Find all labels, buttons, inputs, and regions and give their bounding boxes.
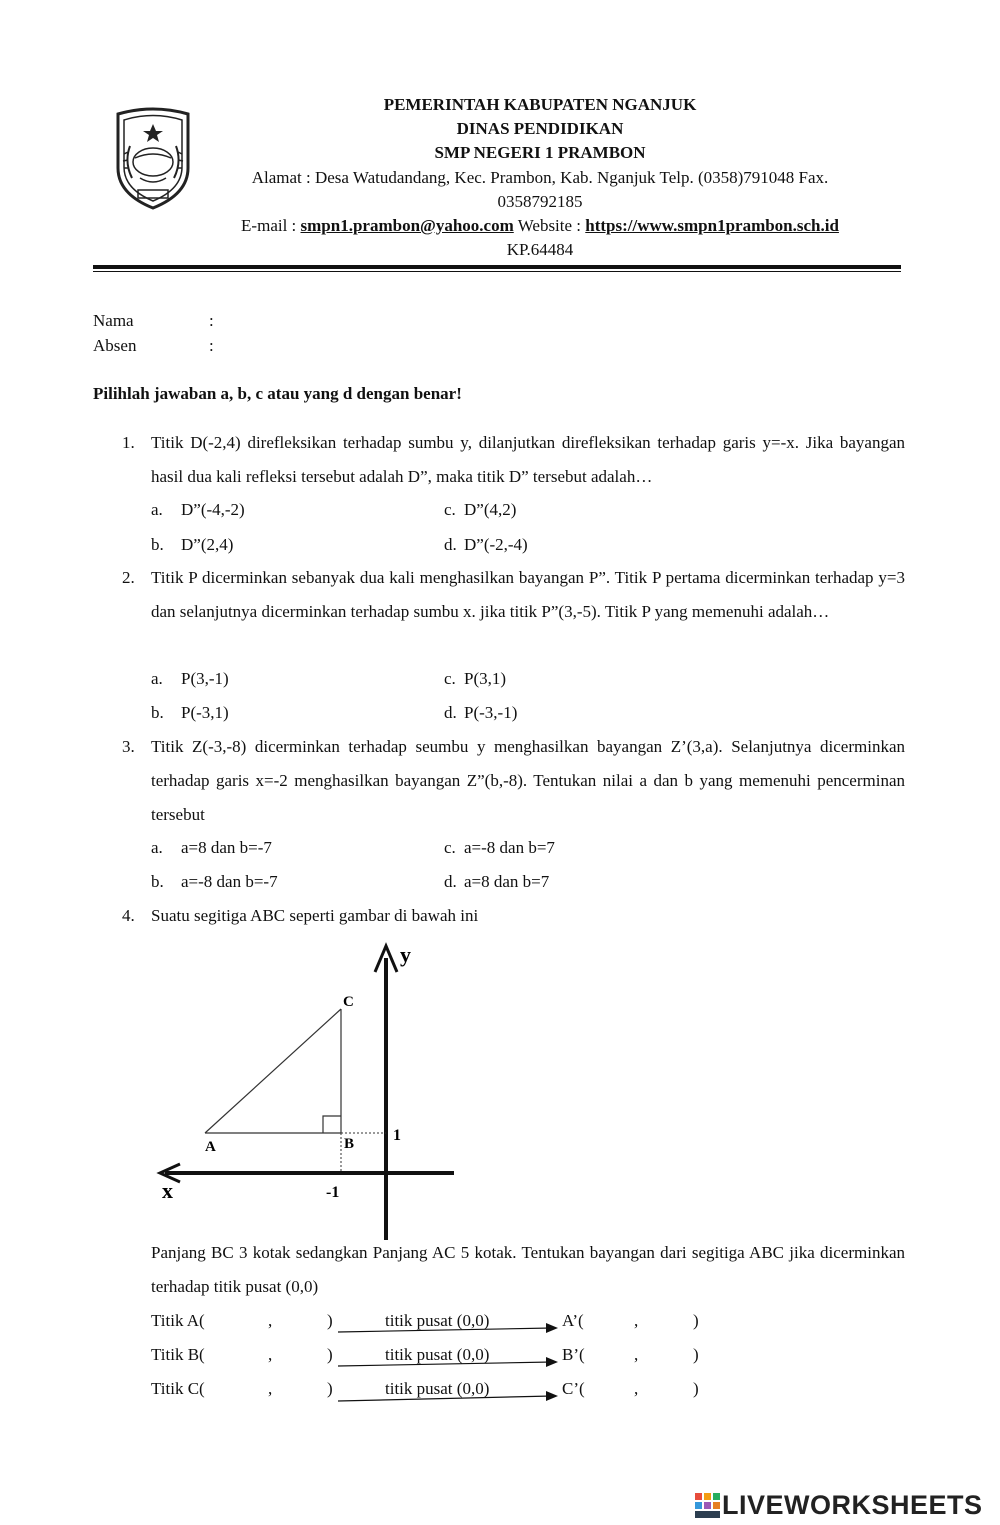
image-comma: , bbox=[634, 1311, 639, 1330]
header-address: Alamat : Desa Watudandang, Kec. Prambon, Kab. Nganjuk Telp. (0358)791048 Fax. bbox=[251, 168, 829, 187]
coordinate-close: ) bbox=[327, 1345, 333, 1364]
image-label: C’( bbox=[562, 1379, 585, 1398]
watermark-text: LIVEWORKSHEETS bbox=[722, 1490, 983, 1520]
question-number: 2. bbox=[122, 568, 135, 587]
website-link[interactable]: https://www.smpn1prambon.sch.id bbox=[585, 216, 839, 235]
name-colon: : bbox=[209, 311, 214, 330]
transformation-label: titik pusat (0,0) bbox=[385, 1311, 490, 1330]
question-text: Suatu segitiga ABC seperti gambar di bawah ini bbox=[151, 906, 479, 925]
label-y: y bbox=[400, 942, 411, 967]
arrow-icon bbox=[338, 1323, 558, 1333]
option-text: D”(-4,-2) bbox=[181, 500, 245, 519]
option-text: P(3,-1) bbox=[181, 669, 229, 688]
option-key: a. bbox=[151, 838, 163, 857]
website-label: Website : bbox=[513, 216, 586, 235]
coordinate-comma: , bbox=[268, 1379, 273, 1398]
coordinate-close: ) bbox=[327, 1311, 333, 1330]
question-number: 4. bbox=[122, 906, 135, 925]
question-number: 3. bbox=[122, 737, 135, 756]
option-text: D”(2,4) bbox=[181, 535, 234, 554]
image-comma: , bbox=[634, 1345, 639, 1364]
point-label: Titik C( bbox=[151, 1379, 205, 1398]
instruction: Pilihlah jawaban a, b, c atau yang d dengan benar! bbox=[93, 384, 462, 403]
tick-label-neg1: -1 bbox=[326, 1184, 340, 1201]
option-key: b. bbox=[151, 703, 164, 722]
question-text: Titik Z(-3,-8) dicerminkan terhadap seumbu y menghasilkan bayangan Z’(3,a). Selanjutnya dicerminkan terhadap garis x=-2 menghasilkan bayangan Z”(b,-8). Tentukan nilai a dan b yang memenuhi pencerminan tersebut bbox=[151, 737, 905, 824]
coordinate-comma: , bbox=[268, 1345, 273, 1364]
transformation-label: titik pusat (0,0) bbox=[385, 1345, 490, 1364]
image-close: ) bbox=[693, 1311, 699, 1330]
option-text: P(3,1) bbox=[464, 669, 507, 688]
point-label: Titik A( bbox=[151, 1311, 205, 1330]
option-text: P(-3,1) bbox=[181, 703, 229, 722]
option-key: c. bbox=[444, 838, 456, 857]
option-text: a=-8 dan b=7 bbox=[464, 838, 555, 857]
option-key: b. bbox=[151, 872, 164, 891]
question-text: Titik D(-2,4) direfleksikan terhadap sumbu y, dilanjutkan direfleksikan terhadap garis y=-x. Jika bayangan hasil dua kali refleksi tersebut adalah D”, maka titik D” tersebut adalah… bbox=[151, 433, 905, 486]
attendance-label: Absen bbox=[93, 336, 137, 355]
arrow-icon bbox=[338, 1357, 558, 1367]
attendance-colon: : bbox=[209, 336, 214, 355]
email-label: E-mail : bbox=[241, 216, 301, 235]
option-key: d. bbox=[444, 703, 457, 722]
image-close: ) bbox=[693, 1379, 699, 1398]
question-number: 1. bbox=[122, 433, 135, 452]
option-text: a=8 dan b=7 bbox=[464, 872, 550, 891]
image-close: ) bbox=[693, 1345, 699, 1364]
header-fax: 0358792185 bbox=[497, 192, 583, 211]
tick-label-1: 1 bbox=[393, 1127, 401, 1144]
option-key: b. bbox=[151, 535, 164, 554]
option-key: a. bbox=[151, 669, 163, 688]
header-department: DINAS PENDIDIKAN bbox=[456, 119, 624, 138]
header-school-name: SMP NEGERI 1 PRAMBON bbox=[434, 143, 646, 162]
question-text: Titik P dicerminkan sebanyak dua kali menghasilkan bayangan P”. Titik P pertama dicerminkan terhadap y=3 dan selanjutnya dicerminkan terhadap sumbu x. jika titik P”(3,-5). Titik P yang memenuhi adalah… bbox=[151, 568, 905, 621]
email-link[interactable]: smpn1.prambon@yahoo.com bbox=[300, 216, 514, 235]
option-key: d. bbox=[444, 872, 457, 891]
option-key: d. bbox=[444, 535, 457, 554]
label-a: A bbox=[205, 1139, 216, 1155]
point-label: Titik B( bbox=[151, 1345, 205, 1364]
option-key: a. bbox=[151, 500, 163, 519]
label-c: C bbox=[343, 994, 354, 1010]
option-key: c. bbox=[444, 500, 456, 519]
image-comma: , bbox=[634, 1379, 639, 1398]
question-4-description: Panjang BC 3 kotak sedangkan Panjang AC 5 kotak. Tentukan bayangan dari segitiga ABC jika dicerminkan terhadap titik pusat (0,0) bbox=[151, 1243, 905, 1296]
option-text: a=-8 dan b=-7 bbox=[181, 872, 278, 891]
image-label: B’( bbox=[562, 1345, 585, 1364]
label-x: x bbox=[162, 1178, 173, 1203]
transformation-label: titik pusat (0,0) bbox=[385, 1379, 490, 1398]
coordinate-comma: , bbox=[268, 1311, 273, 1330]
coordinate-close: ) bbox=[327, 1379, 333, 1398]
option-key: c. bbox=[444, 669, 456, 688]
arrow-icon bbox=[338, 1391, 558, 1401]
label-b: B bbox=[344, 1136, 355, 1152]
name-label: Nama bbox=[93, 311, 134, 330]
option-text: D”(4,2) bbox=[464, 500, 517, 519]
header-government: PEMERINTAH KABUPATEN NGANJUK bbox=[383, 95, 697, 114]
image-label: A’( bbox=[562, 1311, 584, 1330]
header-postcode: KP.64484 bbox=[506, 240, 574, 259]
liveworksheets-logo-icon bbox=[695, 1493, 721, 1519]
option-text: a=8 dan b=-7 bbox=[181, 838, 272, 857]
option-text: D”(-2,-4) bbox=[464, 535, 528, 554]
option-text: P(-3,-1) bbox=[464, 703, 518, 722]
